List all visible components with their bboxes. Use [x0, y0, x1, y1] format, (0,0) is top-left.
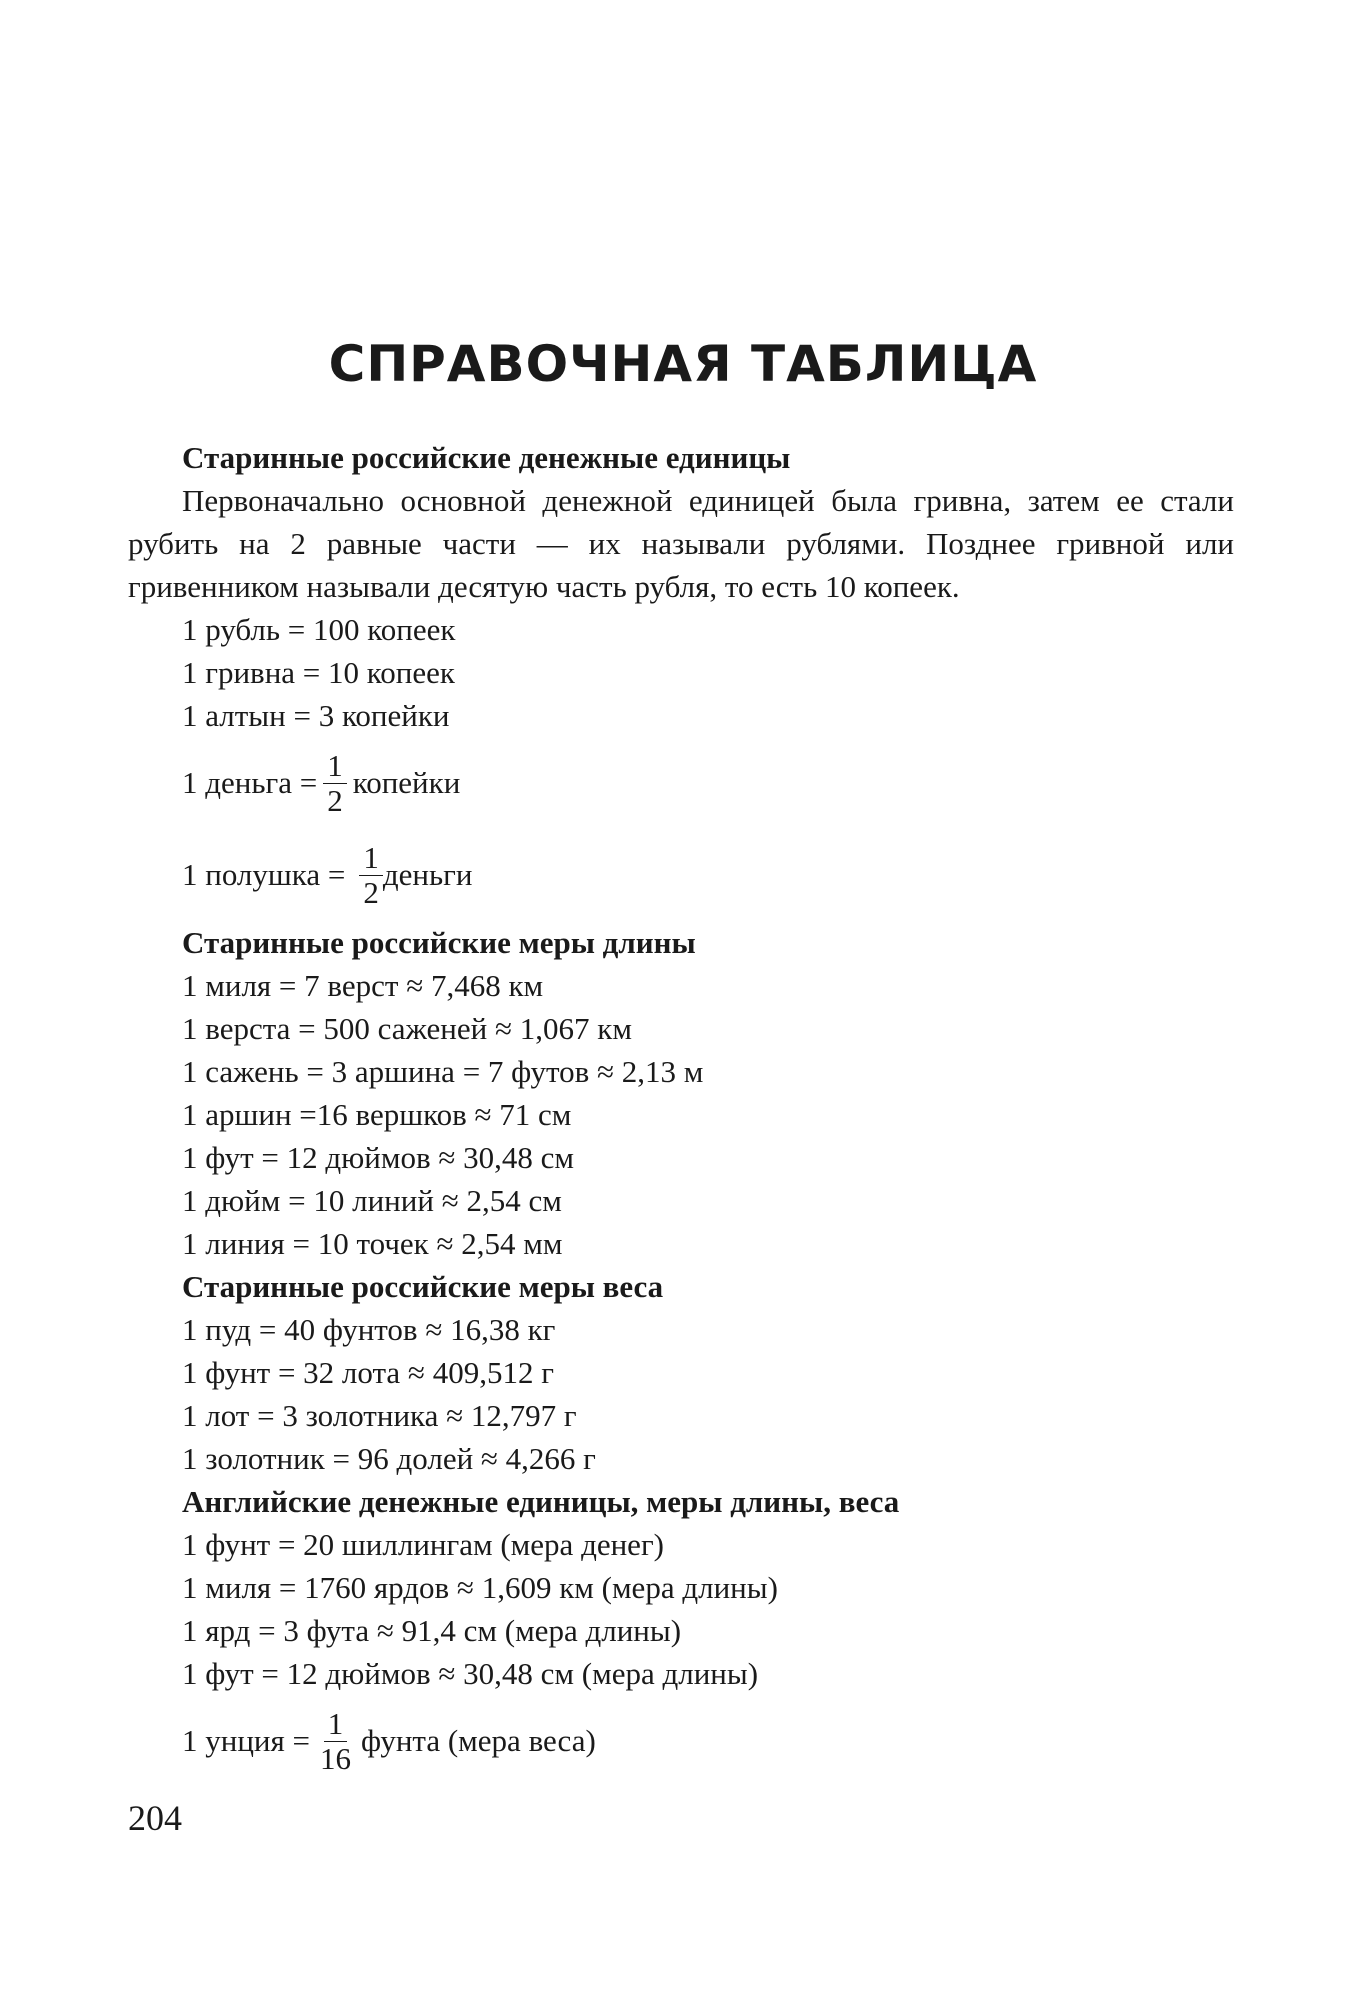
- list-item: 1 верста = 500 саженей ≈ 1,067 км: [182, 1011, 632, 1046]
- list-item: 1 пуд = 40 фунтов ≈ 16,38 кг: [182, 1312, 556, 1347]
- denga-formula: [128, 737, 1234, 829]
- list-item: 1 сажень = 3 аршина = 7 футов ≈ 2,13 м: [182, 1054, 704, 1089]
- page-number: 204: [128, 1798, 182, 1838]
- fraction-numerator: 1: [324, 1707, 348, 1742]
- list-item: 1 дюйм = 10 линий ≈ 2,54 см: [182, 1183, 562, 1218]
- reference-content: [128, 436, 1234, 1843]
- money-paragraph: Первоначально основной денежной единицей была гривна, затем ее стали рубить на 2 равные части — их называли рублями. Позднее гривной или гривенником называли десятую часть рубля, то есть 10 копеек.: [128, 483, 1234, 604]
- fraction-denominator: 16: [320, 1740, 352, 1776]
- formula-prefix: 1 полушка =: [182, 857, 346, 892]
- list-item: 1 рубль = 100 копеек: [182, 612, 456, 647]
- formula-suffix: деньги: [382, 857, 473, 892]
- section-heading-weight: Старинные российские меры веса: [182, 1269, 664, 1304]
- section-heading-length: Старинные российские меры длины: [182, 925, 696, 960]
- list-item: 1 линия = 10 точек ≈ 2,54 мм: [182, 1226, 563, 1261]
- list-item: 1 ярд = 3 фута ≈ 91,4 см (мера длины): [182, 1613, 682, 1648]
- list-item: 1 миля = 7 верст ≈ 7,468 км: [182, 968, 544, 1003]
- fraction-denominator: 2: [363, 874, 379, 910]
- fraction: [359, 841, 383, 910]
- list-item: 1 лот = 3 золотника ≈ 12,797 г: [182, 1398, 577, 1433]
- list-item: 1 фут = 12 дюймов ≈ 30,48 см: [182, 1140, 575, 1175]
- formula-suffix: фунта (мера веса): [361, 1723, 596, 1758]
- formula-suffix: копейки: [352, 765, 461, 800]
- section-heading-english: Английские денежные единицы, меры длины, веса: [182, 1484, 900, 1519]
- list-item: 1 аршин =16 вершков ≈ 71 см: [182, 1097, 572, 1132]
- list-item: 1 фут = 12 дюймов ≈ 30,48 см (мера длины): [182, 1656, 759, 1691]
- list-item: 1 фунт = 20 шиллингам (мера денег): [182, 1527, 664, 1562]
- fraction: [323, 749, 347, 818]
- list-item: 1 золотник = 96 долей ≈ 4,266 г: [182, 1441, 596, 1476]
- ounce-formula: [128, 1695, 1234, 1787]
- section-heading-money: Старинные российские денежные единицы: [182, 440, 791, 475]
- fraction: [316, 1707, 355, 1776]
- page-title: СПРАВОЧНАЯ ТАБЛИЦА: [328, 335, 1038, 393]
- formula-prefix: 1 унция =: [182, 1723, 311, 1758]
- list-item: 1 гривна = 10 копеек: [182, 655, 455, 690]
- fraction-numerator: 1: [359, 841, 383, 876]
- list-item: 1 миля = 1760 ярдов ≈ 1,609 км (мера длины): [182, 1570, 778, 1605]
- fraction-denominator: 2: [327, 782, 343, 818]
- list-item: 1 алтын = 3 копейки: [182, 698, 450, 733]
- polushka-formula: [128, 829, 1234, 921]
- formula-prefix: 1 деньга =: [182, 765, 318, 800]
- list-item: 1 фунт = 32 лота ≈ 409,512 г: [182, 1355, 554, 1390]
- fraction-numerator: 1: [323, 749, 347, 784]
